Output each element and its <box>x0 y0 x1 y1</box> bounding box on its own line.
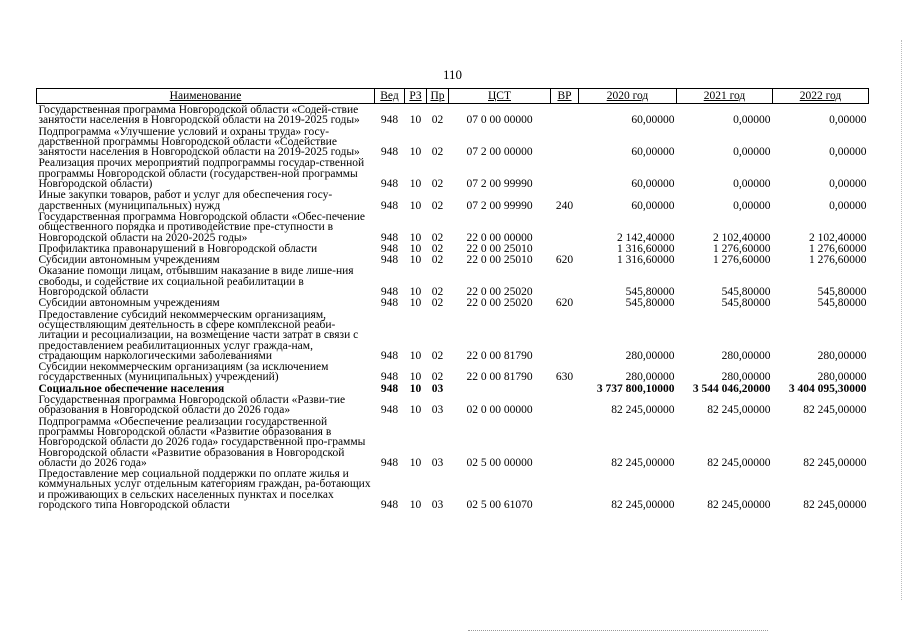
table-row <box>37 126 869 158</box>
row-pr: 02 <box>431 199 444 212</box>
row-ved: 948 <box>380 114 399 127</box>
row-vr <box>551 211 579 243</box>
row-rz: 10 <box>409 382 422 395</box>
header-vr: ВР <box>551 89 579 104</box>
row-2021: 0,00000 <box>733 199 771 212</box>
row-rz: 10 <box>409 114 422 127</box>
row-vr <box>551 383 579 394</box>
table-row <box>37 361 869 383</box>
row-ved: 948 <box>380 146 399 159</box>
table-row <box>37 394 869 416</box>
row-2020: 60,00000 <box>631 114 675 127</box>
row-name: Субсидии автономным учреждениям <box>38 297 220 310</box>
row-ved: 948 <box>380 254 399 267</box>
row-2022: 82 245,00000 <box>803 456 867 469</box>
row-name: Подпрограмма «Улучшение условий и охраны труда» госу-дарственной программы Новгородской области «Содействие занятости населения в Новгородской области на 2019-2025 годы» <box>38 125 360 159</box>
table-row <box>37 211 869 243</box>
row-2022: 0,00000 <box>829 178 867 191</box>
budget-table <box>36 88 869 510</box>
row-name: Реализация прочих мероприятий подпрограммы государ-ственной программы Новгородской области (государствен-ной программы Новгородской области) <box>38 157 365 191</box>
row-2021: 82 245,00000 <box>707 498 771 511</box>
row-2021: 2 102,40000 <box>713 231 771 244</box>
row-2021: 0,00000 <box>733 114 771 127</box>
row-vr <box>551 394 579 416</box>
row-name: Государственная программа Новгородской области «Разви-тие образования в Новгородской области до 2026 года» <box>38 394 346 417</box>
row-ved: 948 <box>380 456 399 469</box>
row-2022: 3 404 095,30000 <box>788 382 867 395</box>
header-name: Наименование <box>37 89 375 104</box>
header-2022: 2022 год <box>773 89 869 104</box>
row-2020: 3 737 800,10000 <box>596 382 675 395</box>
row-rz: 10 <box>409 404 422 417</box>
row-2020: 60,00000 <box>631 178 675 191</box>
row-2020: 82 245,00000 <box>611 498 675 511</box>
page-number: 110 <box>442 67 463 82</box>
row-pr: 02 <box>431 371 444 384</box>
table-row <box>37 265 869 297</box>
row-rz: 10 <box>409 199 422 212</box>
row-2021: 0,00000 <box>733 146 771 159</box>
table-row <box>37 243 869 254</box>
row-name: Профилактика правонарушений в Новгородской области <box>38 242 318 255</box>
row-vr <box>551 104 579 126</box>
row-2021: 3 544 046,20000 <box>692 382 771 395</box>
row-rz: 10 <box>409 178 422 191</box>
row-vr: 630 <box>555 371 574 384</box>
row-ved: 948 <box>380 199 399 212</box>
row-name: Субсидии некоммерческим организациям (за исключением государственных (муниципальных) учреждений) <box>38 361 329 384</box>
row-rz: 10 <box>409 456 422 469</box>
row-ved: 948 <box>380 286 399 299</box>
row-2020: 2 142,40000 <box>617 231 675 244</box>
row-name: Государственная программа Новгородской области «Обес-печение общественного порядка и противодействие пре-ступности в Новгородской области на 2020-2025 годы» <box>38 210 365 244</box>
row-2020: 280,00000 <box>625 371 675 384</box>
row-pr: 03 <box>431 456 444 469</box>
table-row <box>37 189 869 211</box>
table-row <box>37 297 869 308</box>
row-2021: 280,00000 <box>721 349 771 362</box>
row-ved: 948 <box>380 178 399 191</box>
row-2021: 1 276,60000 <box>713 242 771 255</box>
row-rz: 10 <box>409 371 422 384</box>
row-pr: 03 <box>431 382 444 395</box>
row-name: Иные закупки товаров, работ и услуг для обеспечения госу-дарственных (муниципальных) нужд <box>38 189 333 212</box>
row-2020: 545,80000 <box>625 286 675 299</box>
row-2020: 82 245,00000 <box>611 404 675 417</box>
row-rz: 10 <box>409 242 422 255</box>
row-vr <box>551 157 579 189</box>
row-name: Предоставление субсидий некоммерческим организациям, осуществляющим деятельность в сфере комплексной реаби-литации и ресоциализации, на возмещение части затрат в связи с предоставлением реабилитационных услуг гражда-нам, страдающим наркологическими заболеваниями <box>38 308 359 362</box>
row-2020: 60,00000 <box>631 146 675 159</box>
row-vr: 620 <box>555 297 574 310</box>
row-name: Предоставление мер социальной поддержки по оплате жилья и коммунальных услуг отдельным категориям граждан, ра-ботающих и проживающих в сельских населенных пунктах и поселках городского типа Новгородской области <box>38 468 371 511</box>
scan-artifact-line <box>468 630 768 631</box>
row-cst: 22 0 00 00000 <box>466 231 533 244</box>
row-name: Государственная программа Новгородской области «Содей-ствие занятости населения в Новгородской области на 2019-2025 годы» <box>38 104 360 127</box>
row-2020: 60,00000 <box>631 199 675 212</box>
row-2021: 0,00000 <box>733 178 771 191</box>
row-pr: 02 <box>431 231 444 244</box>
row-2020: 1 316,60000 <box>617 254 675 267</box>
row-pr: 02 <box>431 349 444 362</box>
header-cst: ЦСТ <box>449 89 551 104</box>
row-vr <box>551 265 579 297</box>
row-pr: 02 <box>431 114 444 127</box>
table-row <box>37 254 869 265</box>
row-cst <box>449 383 551 394</box>
table-row <box>37 157 869 189</box>
row-name: Подпрограмма «Обеспечение реализации государственной программы Новгородской области «Развитие образования в Новгородской области до 2026 года» государственной про-граммы Новгородской области «Развитие образования в Новгородской области до 2026 года» <box>38 415 366 469</box>
row-vr: 620 <box>555 254 574 267</box>
table-body <box>37 104 869 511</box>
row-vr: 240 <box>555 199 574 212</box>
row-rz: 10 <box>409 254 422 267</box>
row-2022: 280,00000 <box>817 349 867 362</box>
row-2021: 1 276,60000 <box>713 254 771 267</box>
scan-edge-mark <box>901 40 903 600</box>
row-ved: 948 <box>380 404 399 417</box>
row-ved: 948 <box>380 231 399 244</box>
row-pr: 02 <box>431 242 444 255</box>
table-header <box>37 89 869 104</box>
row-cst: 07 2 00 00000 <box>466 146 533 159</box>
row-cst: 22 0 00 25010 <box>466 254 533 267</box>
row-rz: 10 <box>409 146 422 159</box>
row-2021: 82 245,00000 <box>707 456 771 469</box>
header-2020: 2020 год <box>579 89 677 104</box>
row-cst: 22 0 00 81790 <box>466 371 533 384</box>
row-ved: 948 <box>380 297 399 310</box>
row-ved: 948 <box>380 382 399 395</box>
row-cst: 02 5 00 61070 <box>466 498 533 511</box>
table-row <box>37 416 869 468</box>
row-cst: 22 0 00 25020 <box>466 286 533 299</box>
row-2022: 0,00000 <box>829 114 867 127</box>
row-pr: 02 <box>431 146 444 159</box>
row-cst: 07 2 00 99990 <box>466 178 533 191</box>
row-vr <box>551 416 579 468</box>
table-row <box>37 468 869 510</box>
row-ved: 948 <box>380 498 399 511</box>
row-rz: 10 <box>409 231 422 244</box>
row-2021: 82 245,00000 <box>707 404 771 417</box>
row-pr: 02 <box>431 254 444 267</box>
row-2022: 545,80000 <box>817 286 867 299</box>
row-2022: 1 276,60000 <box>809 242 867 255</box>
table-row <box>37 383 869 394</box>
header-pr: Пр <box>427 89 449 104</box>
row-vr <box>551 468 579 510</box>
row-pr: 03 <box>431 404 444 417</box>
row-pr: 02 <box>431 286 444 299</box>
table-row <box>37 104 869 126</box>
row-vr <box>551 126 579 158</box>
row-2022: 0,00000 <box>829 199 867 212</box>
row-cst: 07 2 00 99990 <box>466 199 533 212</box>
header-ved: Вед <box>375 89 405 104</box>
row-cst: 22 0 00 81790 <box>466 349 533 362</box>
row-2022: 82 245,00000 <box>803 404 867 417</box>
row-name: Социальное обеспечение населения <box>38 382 225 395</box>
row-vr <box>551 243 579 254</box>
row-vr <box>551 309 579 361</box>
header-rz: РЗ <box>405 89 427 104</box>
row-cst: 22 0 00 25020 <box>466 297 533 310</box>
row-pr: 02 <box>431 297 444 310</box>
row-pr: 02 <box>431 178 444 191</box>
row-2020: 545,80000 <box>625 297 675 310</box>
row-2020: 1 316,60000 <box>617 242 675 255</box>
row-2021: 545,80000 <box>721 297 771 310</box>
row-cst: 22 0 00 25010 <box>466 242 533 255</box>
row-2022: 82 245,00000 <box>803 498 867 511</box>
row-name: Оказание помощи лицам, отбывшим наказание в виде лише-ния свободы, и содействие их социальной реабилитации в Новгородской области <box>38 265 354 299</box>
row-2020: 82 245,00000 <box>611 456 675 469</box>
row-ved: 948 <box>380 349 399 362</box>
row-pr: 03 <box>431 498 444 511</box>
row-rz: 10 <box>409 297 422 310</box>
row-2022: 1 276,60000 <box>809 254 867 267</box>
row-cst: 02 0 00 00000 <box>466 404 533 417</box>
row-rz: 10 <box>409 286 422 299</box>
row-2022: 280,00000 <box>817 371 867 384</box>
row-rz: 10 <box>409 498 422 511</box>
row-cst: 07 0 00 00000 <box>466 114 533 127</box>
row-2022: 2 102,40000 <box>809 231 867 244</box>
row-rz: 10 <box>409 349 422 362</box>
row-cst: 02 5 00 00000 <box>466 456 533 469</box>
row-2022: 545,80000 <box>817 297 867 310</box>
row-ved: 948 <box>380 371 399 384</box>
row-name: Субсидии автономным учреждениям <box>38 254 220 267</box>
row-2021: 545,80000 <box>721 286 771 299</box>
table-row <box>37 309 869 361</box>
row-2020: 280,00000 <box>625 349 675 362</box>
row-2021: 280,00000 <box>721 371 771 384</box>
row-2022: 0,00000 <box>829 146 867 159</box>
header-2021: 2021 год <box>677 89 773 104</box>
row-ved: 948 <box>380 242 399 255</box>
